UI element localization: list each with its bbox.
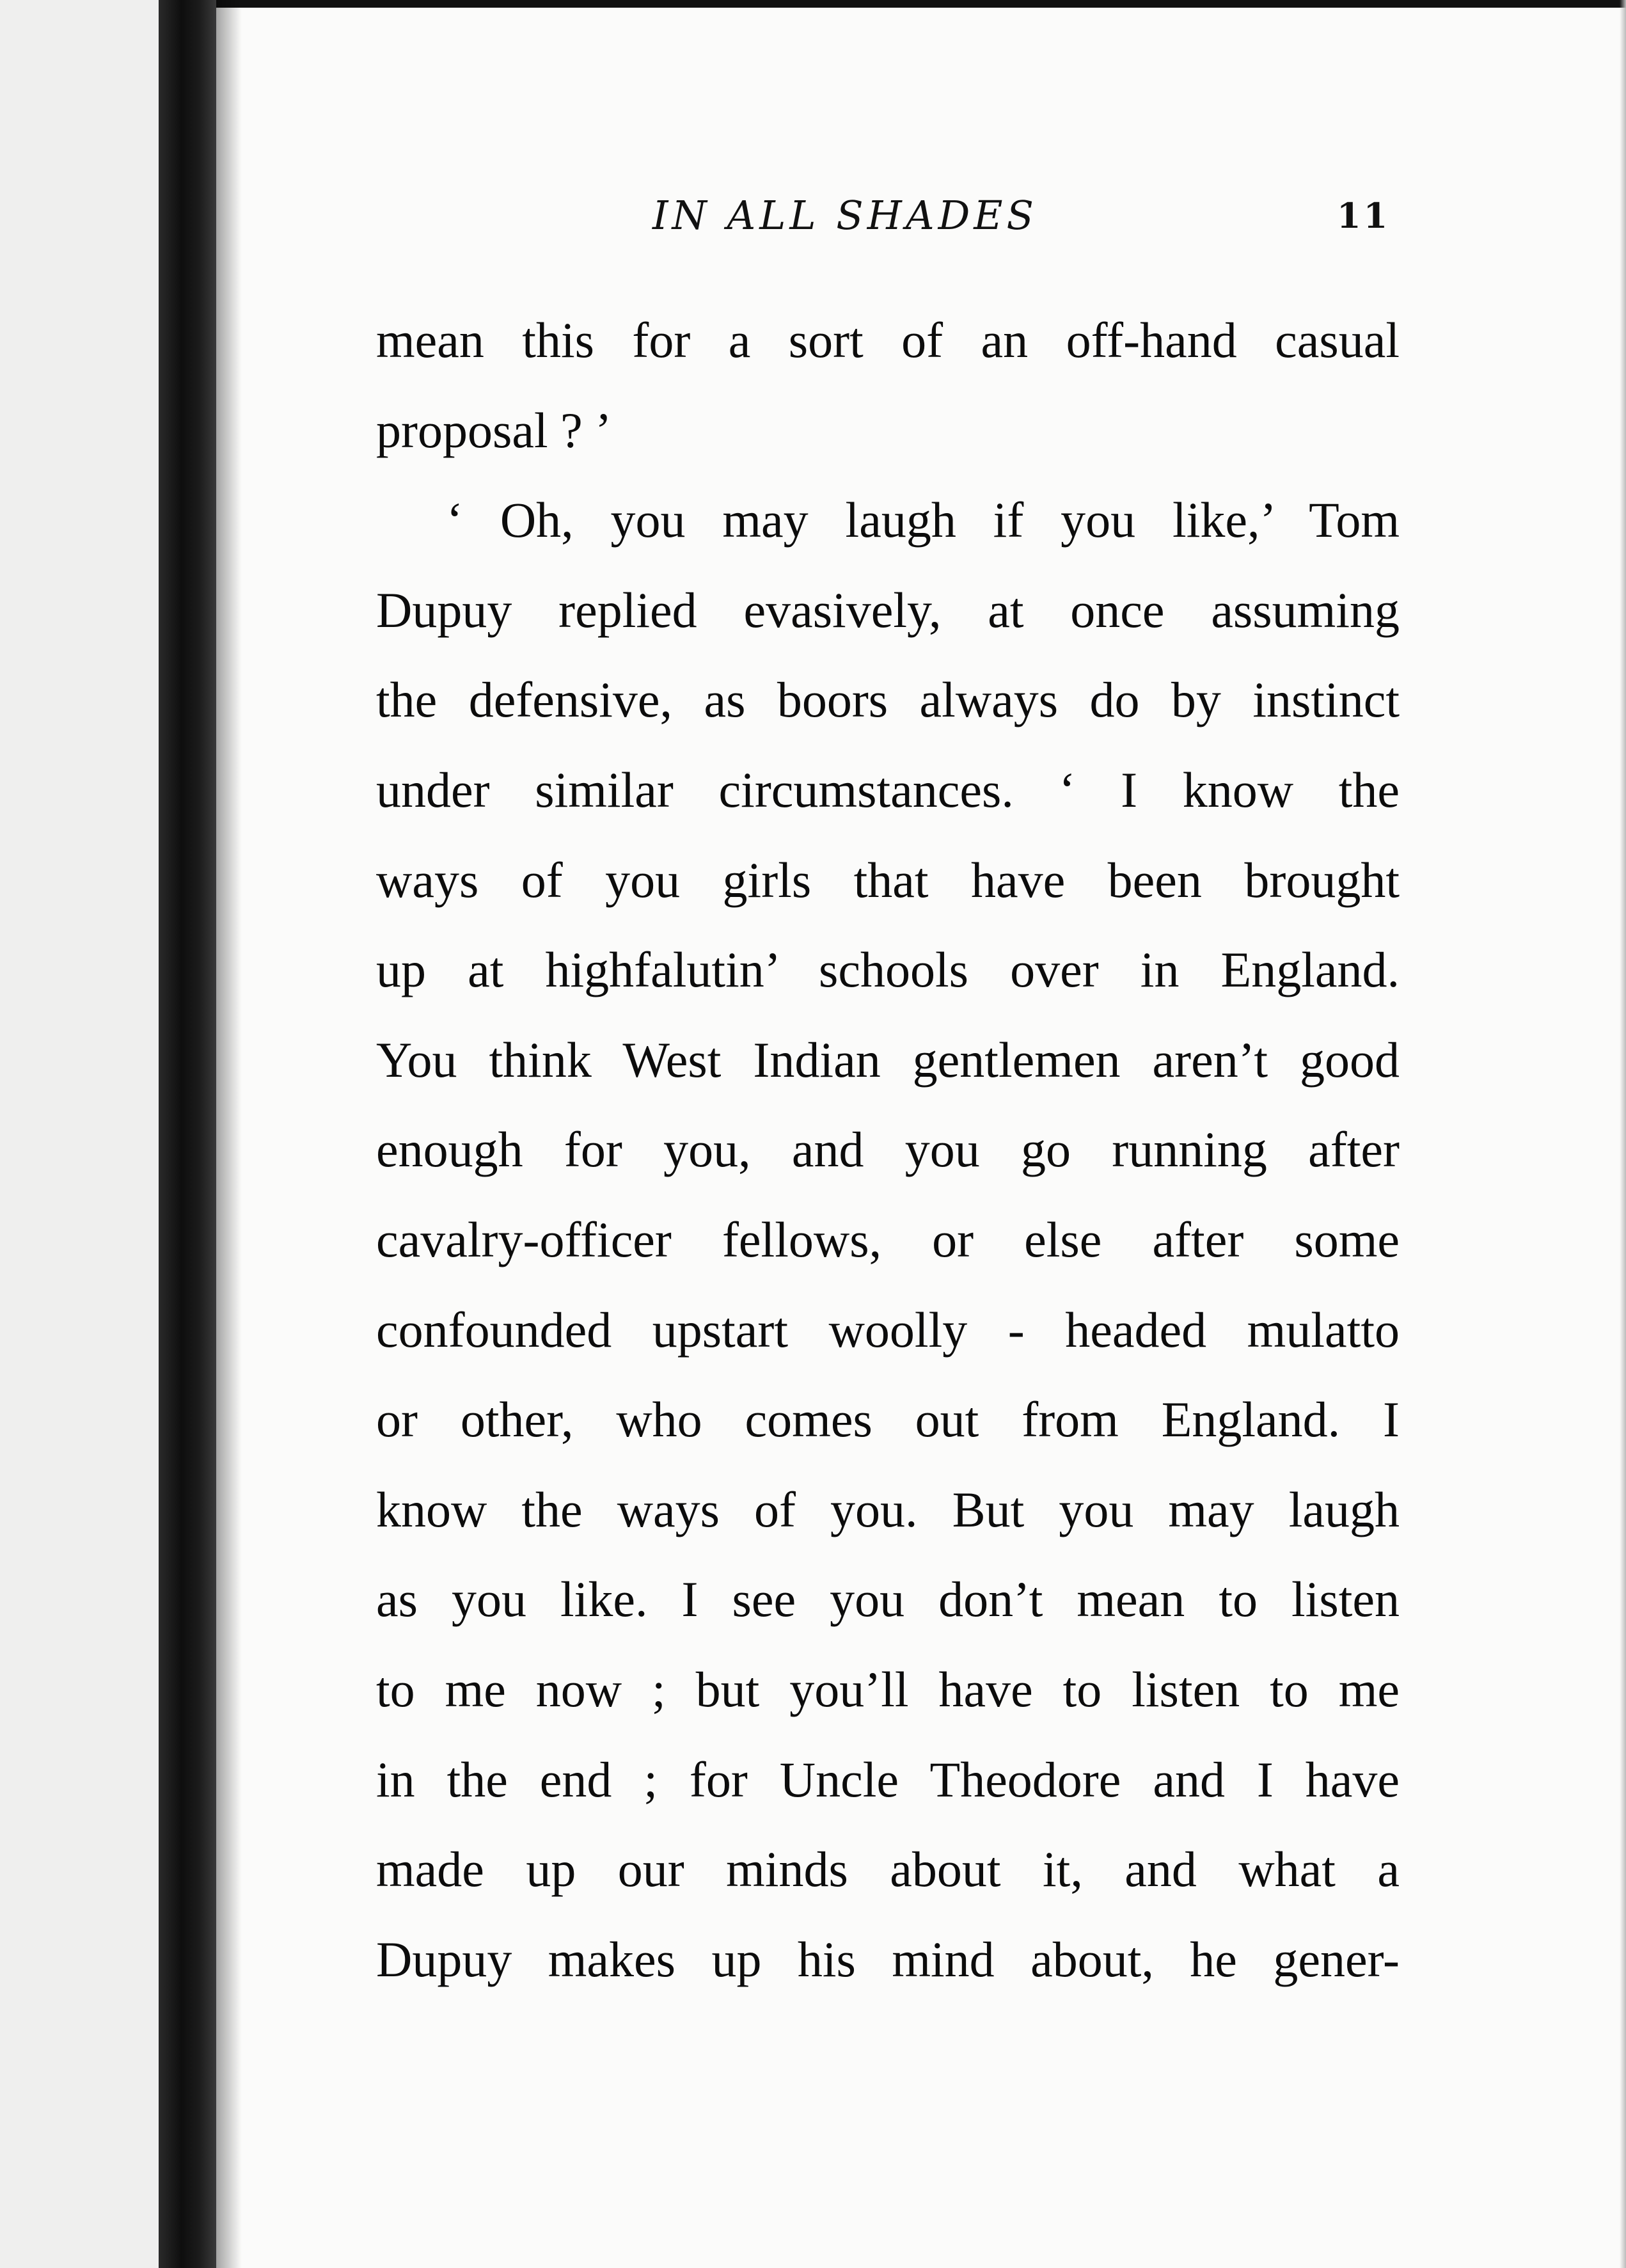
text-line: made up our minds about it, and what a	[376, 1841, 1400, 1898]
facing-page-margin	[0, 0, 159, 2268]
text-line: or other, who comes out from England. I	[376, 1392, 1400, 1448]
text-line: under similar circumstances. ‘ I know the	[376, 761, 1400, 818]
text-line: cavalry-officer fellows, or else after some	[376, 1211, 1400, 1267]
text-line: to me now ; but you’ll have to listen to me	[376, 1661, 1400, 1717]
text-line: Dupuy makes up his mind about, he gener-	[376, 1931, 1400, 1987]
page-right-edge	[1620, 0, 1626, 2268]
text-line: ‘ Oh, you may laugh if you like,’ Tom	[446, 492, 1400, 548]
text-line: as you like. I see you don’t mean to listen	[376, 1571, 1400, 1628]
text-line: up at highfalutin’ schools over in England.	[376, 942, 1400, 998]
text-line: enough for you, and you go running after	[376, 1122, 1400, 1178]
text-line: mean this for a sort of an off-hand casual	[376, 312, 1400, 368]
text-line: Dupuy replied evasively, at once assuming	[376, 582, 1400, 638]
page-number: 11	[1337, 195, 1391, 236]
text-line: know the ways of you. But you may laugh	[376, 1481, 1400, 1537]
book-gutter	[159, 0, 216, 2268]
page-top-edge	[0, 0, 1626, 8]
text-line: You think West Indian gentlemen aren’t good	[376, 1031, 1400, 1088]
gutter-shadow	[216, 0, 242, 2268]
text-line: the defensive, as boors always do by instinct	[376, 672, 1400, 728]
running-head: IN ALL SHADES	[652, 192, 1038, 239]
text-line: ways of you girls that have been brought	[376, 852, 1400, 908]
body-text	[376, 296, 1400, 2004]
text-line: in the end ; for Uncle Theodore and I have	[376, 1751, 1400, 1807]
text-line: confounded upstart woolly - headed mulatto	[376, 1301, 1400, 1358]
text-line: proposal ? ’	[376, 402, 612, 458]
